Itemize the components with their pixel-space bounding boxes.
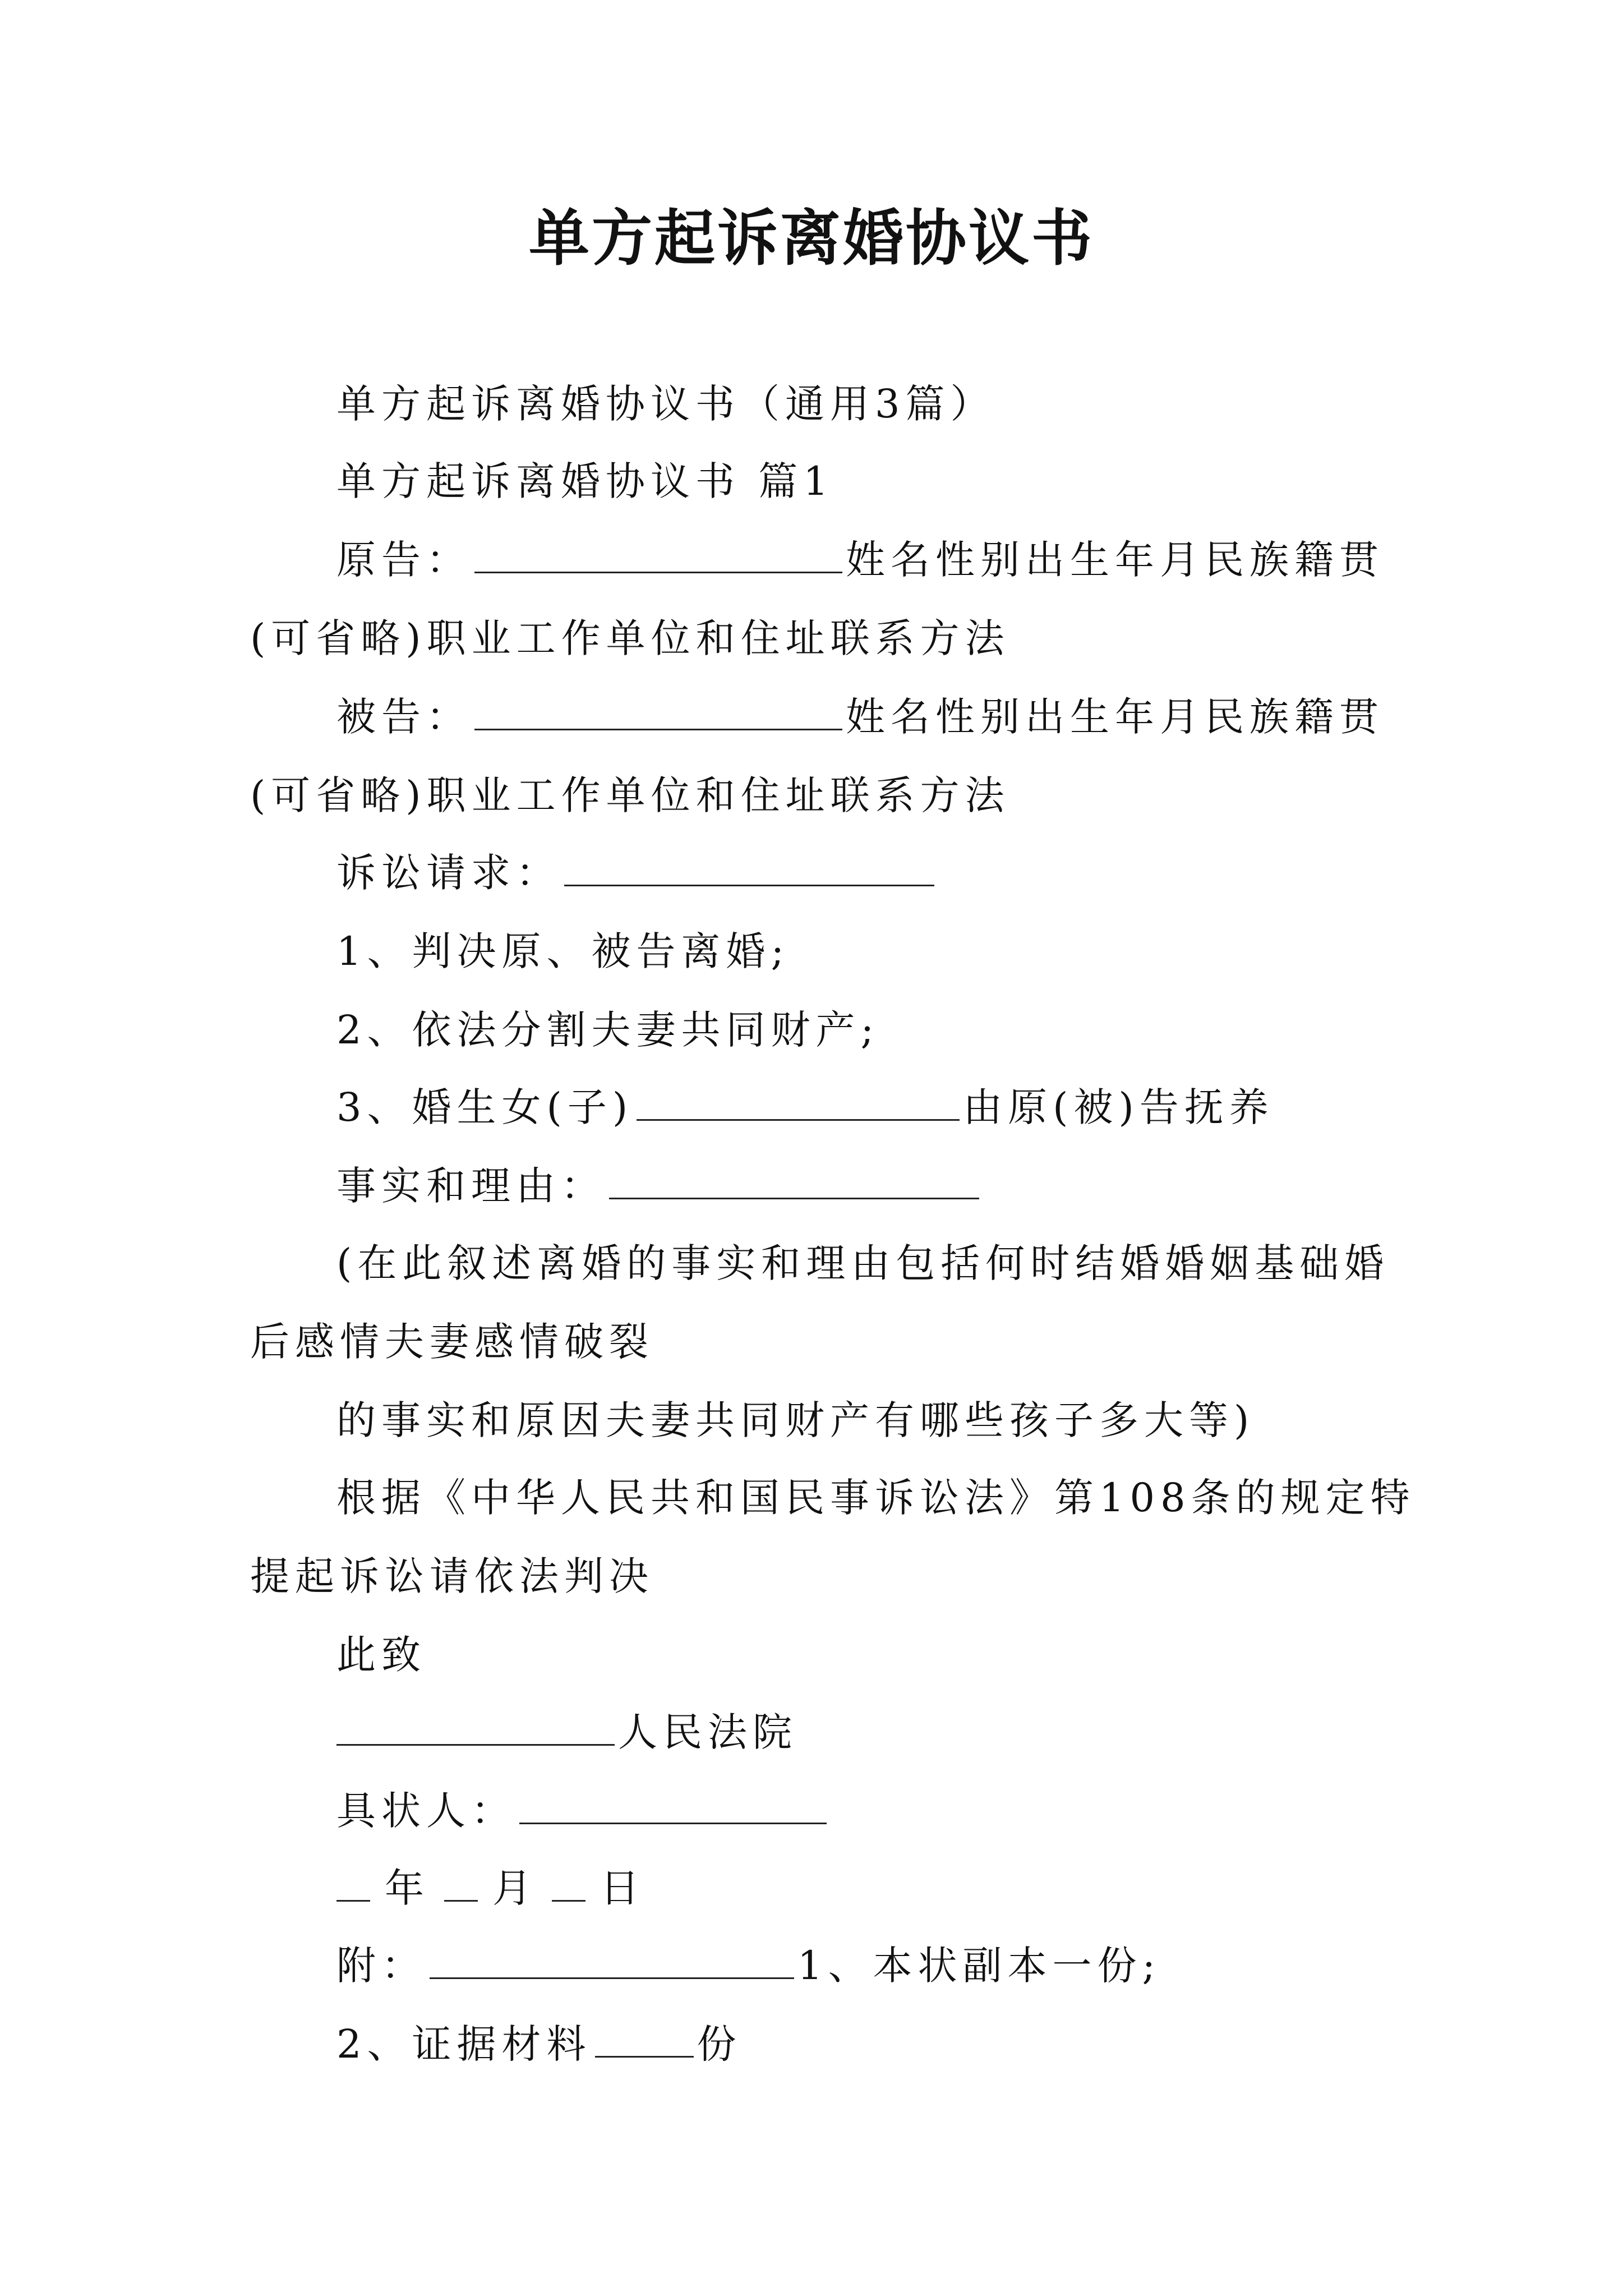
defendant-line bbox=[336, 690, 1384, 744]
day-label: 日 bbox=[600, 1865, 645, 1911]
document-title: 单方起诉离婚协议书 bbox=[528, 203, 1094, 274]
facts-line bbox=[336, 1159, 983, 1213]
claim-item-3-prefix: 3、婚生女(子) bbox=[336, 1084, 634, 1130]
claim-item-3-suffix: 由原(被)告抚养 bbox=[963, 1084, 1274, 1130]
claims-line bbox=[336, 846, 938, 900]
defendant-blank bbox=[474, 697, 842, 730]
facts-paragraph-2: 的事实和原因夫妻共同财产有哪些孩子多大等) bbox=[336, 1397, 1255, 1443]
month-label: 月 bbox=[492, 1865, 537, 1911]
document-subtitle: 单方起诉离婚协议书（通用3篇） bbox=[336, 381, 995, 427]
attachment-line-1 bbox=[336, 1939, 1161, 1993]
facts-paragraph-1-line-2: 后感情夫妻感情破裂 bbox=[250, 1319, 654, 1365]
plaintiff-fields: 姓名性别出生年月民族籍贯 bbox=[846, 537, 1384, 583]
defendant-fields-continued: (可省略)职业工作单位和住址联系方法 bbox=[250, 772, 1010, 818]
attachment-item-2-prefix: 2、证据材料 bbox=[336, 2021, 592, 2067]
claim-item-2: 2、依法分割夫妻共同财产; bbox=[336, 1007, 880, 1053]
year-blank bbox=[336, 1869, 370, 1902]
facts-paragraph-1-line-1: (在此叙述离婚的事实和理由包括何时结婚婚姻基础婚 bbox=[336, 1240, 1390, 1286]
day-blank bbox=[552, 1869, 585, 1902]
plaintiff-line bbox=[336, 533, 1384, 587]
filer-label: 具状人： bbox=[336, 1788, 516, 1834]
child-name-blank bbox=[637, 1088, 960, 1121]
plaintiff-blank bbox=[474, 540, 842, 573]
evidence-count-blank bbox=[595, 2024, 694, 2058]
salutation: 此致 bbox=[336, 1632, 426, 1678]
facts-label: 事实和理由： bbox=[336, 1163, 606, 1209]
plaintiff-label: 原告： bbox=[336, 537, 471, 583]
section-heading: 单方起诉离婚协议书 篇1 bbox=[336, 458, 834, 504]
claims-blank bbox=[564, 853, 934, 886]
court-name-blank bbox=[336, 1713, 615, 1746]
claims-label: 诉讼请求： bbox=[336, 850, 561, 896]
facts-blank bbox=[609, 1166, 979, 1199]
filer-blank bbox=[519, 1791, 827, 1824]
attachment-item-1: 1、本状副本一份; bbox=[797, 1943, 1161, 1989]
claim-item-1: 1、判决原、被告离婚; bbox=[336, 928, 790, 974]
plaintiff-fields-continued: (可省略)职业工作单位和住址联系方法 bbox=[250, 615, 1010, 661]
attachment-blank bbox=[430, 1946, 794, 1979]
legal-basis-line-2: 提起诉讼请依法判决 bbox=[250, 1553, 654, 1599]
claim-item-3 bbox=[336, 1080, 1274, 1134]
date-line bbox=[336, 1861, 645, 1915]
year-label: 年 bbox=[385, 1865, 430, 1911]
defendant-label: 被告： bbox=[336, 694, 471, 740]
defendant-fields: 姓名性别出生年月民族籍贯 bbox=[846, 694, 1384, 740]
court-label: 人民法院 bbox=[618, 1709, 797, 1755]
legal-basis-line-1: 根据《中华人民共和国民事诉讼法》第108条的规定特 bbox=[336, 1475, 1415, 1521]
filer-line bbox=[336, 1784, 830, 1838]
month-blank bbox=[444, 1869, 478, 1902]
attachment-line-2 bbox=[336, 2017, 742, 2071]
attachment-item-2-suffix: 份 bbox=[697, 2021, 742, 2067]
court-line bbox=[336, 1705, 797, 1759]
attachment-label: 附： bbox=[336, 1943, 426, 1989]
